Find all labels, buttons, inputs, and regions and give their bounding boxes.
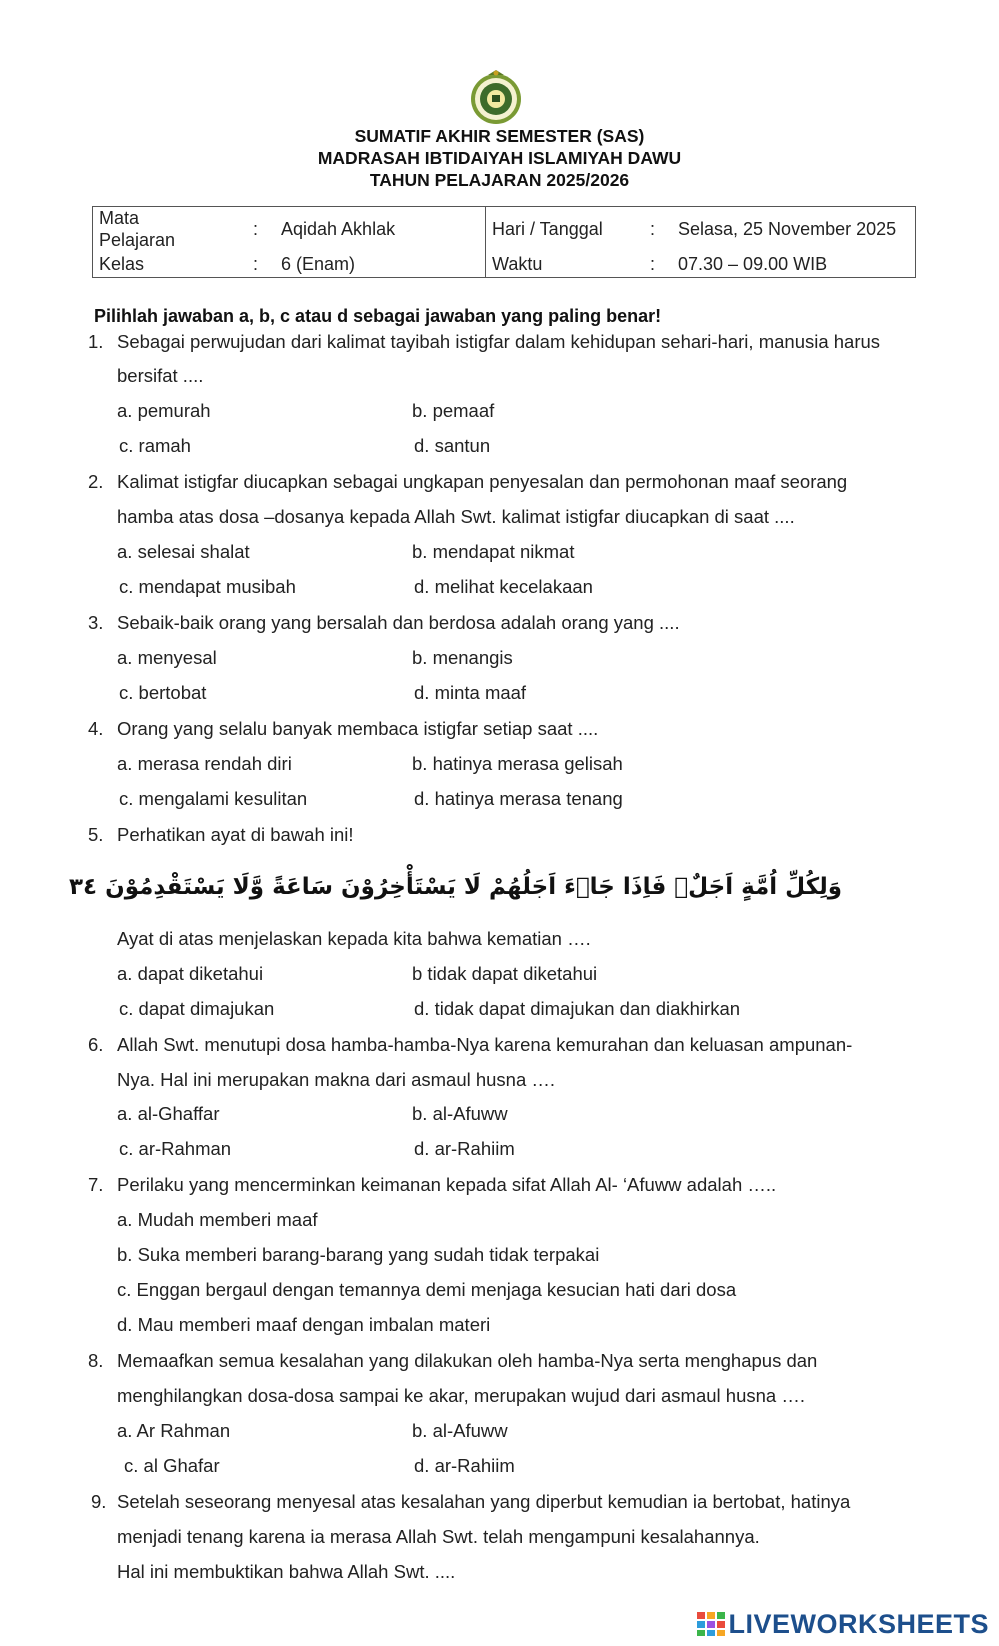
question-text: Setelah seseorang menyesal atas kesalahan yang diperbut kemudian ia bertobat, hatinya xyxy=(117,1491,851,1512)
question-number: 5. xyxy=(88,824,104,845)
question-number: 7. xyxy=(88,1174,104,1195)
question-text: Sebagai perwujudan dari kalimat tayibah istigfar dalam kehidupan sehari-hari, manusia harus xyxy=(117,331,881,352)
option-d[interactable]: d. Mau memberi maaf dengan imbalan materi xyxy=(117,1314,491,1335)
question-text: hamba atas dosa –dosanya kepada Allah Swt. kalimat istigfar diucapkan di saat .... xyxy=(117,506,795,527)
question-number: 3. xyxy=(88,612,104,633)
question-text: bersifat .... xyxy=(117,365,204,386)
option-b[interactable]: b. menangis xyxy=(412,647,513,668)
option-c[interactable]: c. ar-Rahman xyxy=(119,1138,232,1159)
header-title: SUMATIF AKHIR SEMESTER (SAS) xyxy=(354,126,645,146)
question-number: 4. xyxy=(88,718,104,739)
question-number: 9. xyxy=(91,1491,107,1512)
subject-value: Aqidah Akhlak xyxy=(275,207,486,252)
option-d[interactable]: d. santun xyxy=(414,435,491,456)
colon: : xyxy=(253,219,259,239)
option-b[interactable]: b. al-Afuww xyxy=(412,1420,508,1441)
question-number: 2. xyxy=(88,471,104,492)
option-b[interactable]: b tidak dapat diketahui xyxy=(412,963,598,984)
time-label: Waktu xyxy=(492,253,543,274)
option-b[interactable]: b. Suka memberi barang-barang yang sudah tidak terpakai xyxy=(117,1244,600,1265)
option-c[interactable]: c. Enggan bergaul dengan temannya demi menjaga kesucian hati dari dosa xyxy=(117,1279,737,1300)
question-text: Orang yang selalu banyak membaca istigfar setiap saat .... xyxy=(117,718,599,739)
question-text: Kalimat istigfar diucapkan sebagai ungkapan penyesalan dan permohonan maaf seorang xyxy=(117,471,848,492)
academic-year: TAHUN PELAJARAN 2025/2026 xyxy=(369,170,630,190)
question-text: Allah Swt. menutupi dosa hamba-hamba-Nya karena kemurahan dan keluasan ampunan- xyxy=(117,1034,853,1055)
option-d[interactable]: d. melihat kecelakaan xyxy=(414,576,593,597)
instruction: Pilihlah jawaban a, b, c atau d sebagai jawaban yang paling benar! xyxy=(94,306,662,326)
option-b[interactable]: b. al-Afuww xyxy=(412,1103,508,1124)
option-d[interactable]: d. ar-Rahiim xyxy=(414,1138,515,1159)
option-c[interactable]: c. al Ghafar xyxy=(124,1455,220,1476)
question-text: Ayat di atas menjelaskan kepada kita bahwa kematian …. xyxy=(117,928,591,949)
option-b[interactable]: b. hatinya merasa gelisah xyxy=(412,753,623,774)
date-label: Hari / Tanggal xyxy=(492,219,603,239)
option-a[interactable]: a. al-Ghaffar xyxy=(117,1103,220,1124)
option-d[interactable]: d. ar-Rahiim xyxy=(414,1455,515,1476)
quran-verse: وَلِكُلِّ اُمَّةٍ اَجَلٌۚ فَاِذَا جَاۤءَ اَجَلُهُمْ لَا يَسْتَأْخِرُوْنَ سَاعَةً وَّلَا يَسْتَقْدِمُوْنَ ٣٤ xyxy=(69,874,842,900)
option-a[interactable]: a. merasa rendah diri xyxy=(117,753,292,774)
option-c[interactable]: c. bertobat xyxy=(119,682,207,703)
option-c[interactable]: c. dapat dimajukan xyxy=(119,998,275,1019)
question-text: menjadi tenang karena ia merasa Allah Swt. telah mengampuni kesalahannya. xyxy=(117,1526,760,1547)
question-number: 8. xyxy=(88,1350,104,1371)
question-number: 1. xyxy=(88,331,104,352)
option-a[interactable]: a. Ar Rahman xyxy=(117,1420,231,1441)
option-a[interactable]: a. menyesal xyxy=(117,647,217,668)
question-text: menghilangkan dosa-dosa sampai ke akar, merupakan wujud dari asmaul husna …. xyxy=(117,1385,805,1406)
question-text: Perilaku yang mencerminkan keimanan kepada sifat Allah Al- ‘Afuww adalah ….. xyxy=(117,1174,777,1195)
exam-info-table xyxy=(92,206,916,278)
option-b[interactable]: b. pemaaf xyxy=(412,400,495,421)
option-a[interactable]: a. Mudah memberi maaf xyxy=(117,1209,318,1230)
liveworksheets-logo-icon xyxy=(696,1611,726,1637)
option-c[interactable]: c. mendapat musibah xyxy=(119,576,296,597)
colon: : xyxy=(650,219,656,239)
school-name: MADRASAH IBTIDAIYAH ISLAMIYAH DAWU xyxy=(317,148,682,168)
madrasah-logo xyxy=(466,68,526,128)
option-c[interactable]: c. mengalami kesulitan xyxy=(119,788,308,809)
option-a[interactable]: a. dapat diketahui xyxy=(117,963,264,984)
time-value: 07.30 – 09.00 WIB xyxy=(678,253,828,274)
option-b[interactable]: b. mendapat nikmat xyxy=(412,541,575,562)
watermark-text: LIVEWORKSHEETS xyxy=(728,1608,989,1639)
question-number: 6. xyxy=(88,1034,104,1055)
subject-label: Mata Pelajaran xyxy=(99,208,176,250)
liveworksheets-watermark xyxy=(696,1609,989,1639)
class-label: Kelas xyxy=(99,253,145,274)
colon: : xyxy=(650,253,656,274)
option-a[interactable]: a. selesai shalat xyxy=(117,541,250,562)
question-text: Perhatikan ayat di bawah ini! xyxy=(117,824,354,845)
option-d[interactable]: d. hatinya merasa tenang xyxy=(414,788,623,809)
question-text: Hal ini membuktikan bahwa Allah Swt. .... xyxy=(117,1561,456,1582)
question-text: Nya. Hal ini merupakan makna dari asmaul husna …. xyxy=(117,1069,556,1090)
question-text: Memaafkan semua kesalahan yang dilakukan oleh hamba-Nya serta menghapus dan xyxy=(117,1350,818,1371)
class-value: 6 (Enam) xyxy=(275,251,486,277)
option-d[interactable]: d. minta maaf xyxy=(414,682,527,703)
option-c[interactable]: c. ramah xyxy=(119,435,191,456)
question-text: Sebaik-baik orang yang bersalah dan berdosa adalah orang yang .... xyxy=(117,612,680,633)
option-a[interactable]: a. pemurah xyxy=(117,400,211,421)
option-d[interactable]: d. tidak dapat dimajukan dan diakhirkan xyxy=(414,998,741,1019)
date-value: Selasa, 25 November 2025 xyxy=(678,219,897,239)
colon: : xyxy=(253,253,259,274)
